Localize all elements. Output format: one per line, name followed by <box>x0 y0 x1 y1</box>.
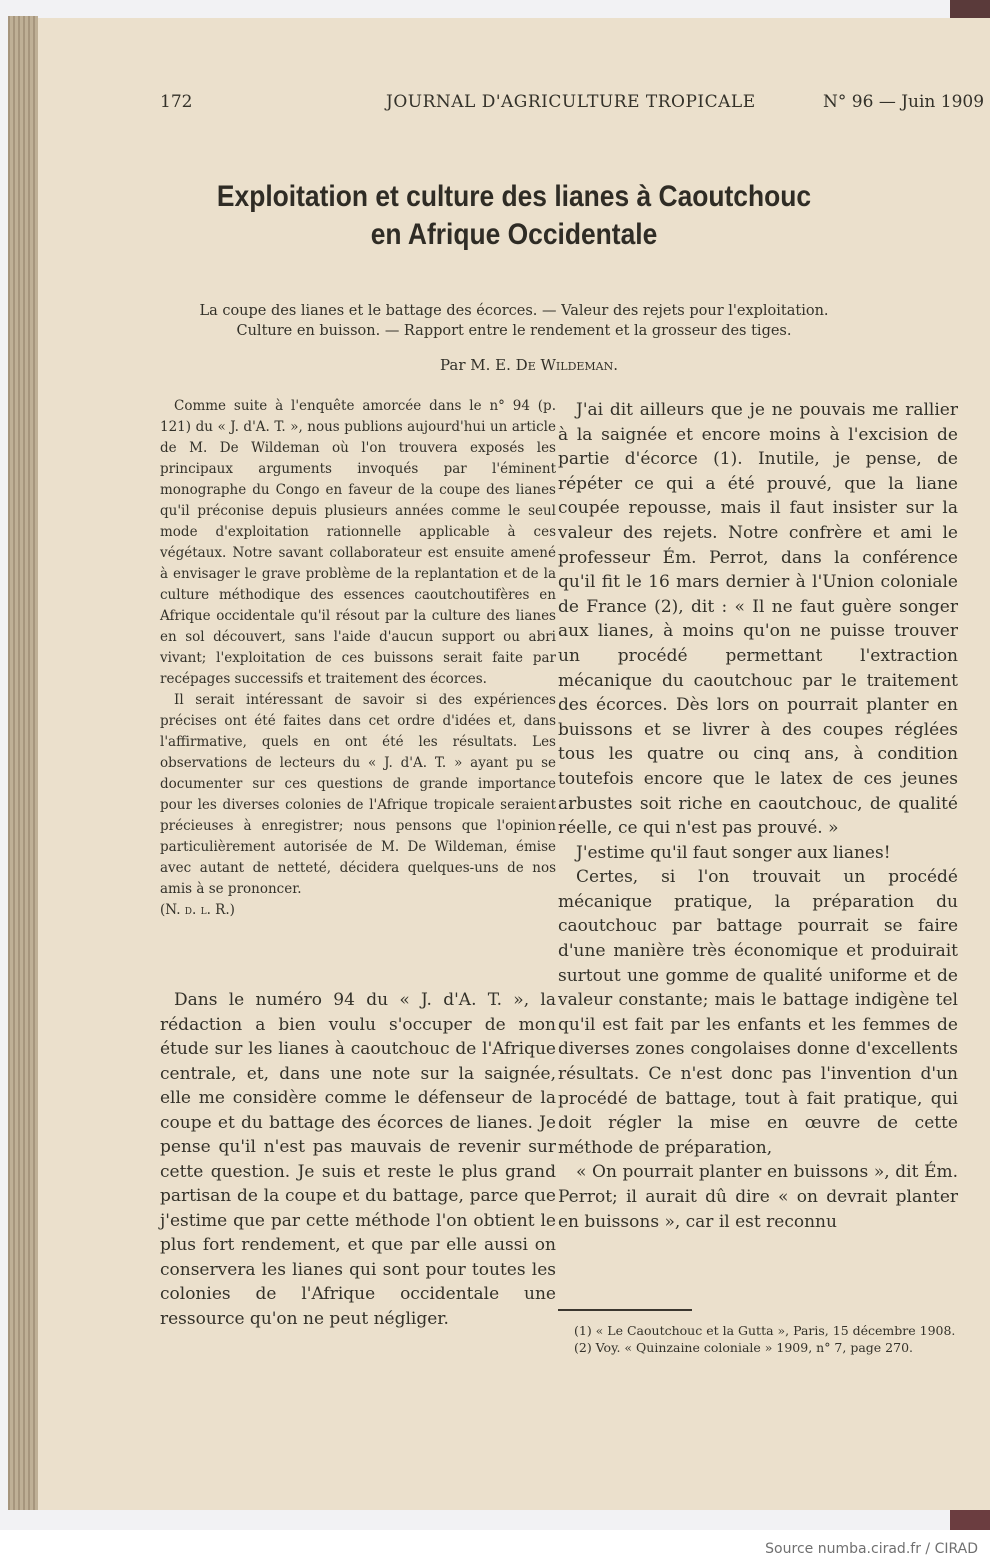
body-left-column <box>160 988 556 1331</box>
article-subtitle <box>38 301 990 341</box>
subtitle-line-1: La coupe des lianes et le battage des écorces. — Valeur des rejets pour l'exploitation. <box>199 303 829 319</box>
title-line-2: en Afrique Occidentale <box>370 218 658 251</box>
byline-prefix: Par M. E. <box>439 356 516 374</box>
journal-page <box>38 18 990 1510</box>
title-line-1: Exploitation et culture des lianes à Caoutchouc <box>216 180 812 213</box>
body-paragraph: Dans le numéro 94 du « J. d'A. T. », la rédaction a bien voulu s'occuper de mon étude sur les lianes à caoutchouc de l'Afrique centrale, et, dans une note sur la saignée, elle me considère comme le défenseur de la coupe et du battage des écorces de lianes. Je pense qu'il n'est pas mauvais de revenir sur cette question. Je suis et reste le plus grand partisan de la coupe et du battage, parce que j'estime que par cette méthode l'on obtient le plus fort rendement, et que par elle aussi on conservera les lianes qui sont pour toutes les colonies de l'Afrique occidentale une ressource qu'on ne peut négliger. <box>160 990 556 1329</box>
byline <box>38 356 990 374</box>
footnote-1: (1) « Le Caoutchouc et la Gutta », Paris, 15 décembre 1908. <box>574 1323 956 1338</box>
subtitle-line-2: Culture en buisson. — Rapport entre le rendement et la grosseur des tiges. <box>236 323 792 339</box>
journal-title: JOURNAL D'AGRICULTURE TROPICALE <box>386 92 756 112</box>
source-credit: Source numba.cirad.fr / CIRAD <box>765 1541 978 1557</box>
body-paragraph: « On pourrait planter en buissons », dit Ém. Perrot; il aurait dû dire « on devrait planter en buissons », car il est reconnu <box>558 1162 958 1232</box>
footnote-divider <box>558 1309 692 1311</box>
issue-date: N° 96 — Juin 1909 <box>823 92 985 112</box>
editor-note-paragraph: Comme suite à l'enquête amorcée dans le n° 94 (p. 121) du « J. d'A. T. », nous publions aujourd'hui un article de M. De Wildeman où l'on trouvera exposés les principaux arguments invoqués par l'éminent monographe du Congo en faveur de la coupe des lianes qu'il préconise depuis plusieurs années comme le seul mode d'exploitation rationnelle applicable à ces végétaux. Notre savant collaborateur est ensuite amené à envisager le grave problème de la replantation et de la culture méthodique des essences caoutchoutifères en Afrique occidentale qu'il résout par la culture des lianes en sol découvert, sans l'aide d'aucun support ou abri vivant; l'exploitation de ces buissons serait faite par recépages successifs et traitement des écorces. <box>160 398 556 687</box>
footnote-2: (2) Voy. « Quinzaine coloniale » 1909, n° 7, page 270. <box>574 1340 913 1355</box>
editor-signature: (N. d. l. R.) <box>160 902 235 918</box>
body-paragraph: J'ai dit ailleurs que je ne pouvais me rallier à la saignée et encore moins à l'excision de partie d'écorce (1). Inutile, je pense, de répéter ce qui a été prouvé, que la liane coupée repousse, mais il faut insister sur la valeur des rejets. Notre confrère et ami le professeur Ém. Perrot, dans la conférence qu'il fit le 16 mars dernier à l'Union coloniale de France (2), dit : « Il ne faut guère songer aux lianes, à moins qu'on ne puisse trouver un procédé permettant l'extraction mécanique du caoutchouc par le traitement des écorces. Dès lors on pourrait planter en buissons et se livrer à des coupes réglées tous les quatre ou cinq ans, à condition toutefois encore que le latex de ces jeunes arbustes soit riche en caoutchouc, de qualité réelle, ce qui n'est pas prouvé. » <box>558 400 958 839</box>
footnotes <box>558 1323 958 1357</box>
byline-author: De Wildeman. <box>515 356 619 374</box>
body-paragraph: Certes, si l'on trouvait un procédé mécanique pratique, la préparation du caoutchouc par battage pourrait se faire d'une manière très économique et produirait surtout une gomme de qualité uniforme et de valeur constante; mais le battage indigène tel qu'il est fait par les enfants et les femmes de diverses zones congolaises donne d'excellents résultats. Ce n'est donc pas l'invention d'un procédé de battage, tout à fait pratique, qui doit régler la mise en œuvre de cette méthode de préparation, <box>558 867 958 1158</box>
page-number: 172 <box>160 92 193 112</box>
body-paragraph: J'estime qu'il faut songer aux lianes! <box>576 842 891 863</box>
body-right-column <box>558 398 958 1234</box>
running-header <box>38 92 990 122</box>
book-spine <box>8 16 38 1510</box>
article-title <box>95 178 933 254</box>
editor-note-paragraph: Il serait intéressant de savoir si des expériences précises ont été faites dans cet ordre d'idées et, dans l'affirmative, quels en ont été les résultats. Les observations de lecteurs du « J. d'A. T. » ayant pu se documenter sur ces questions de grande importance pour les diverses colonies de l'Afrique tropicale seraient précieuses à enregistrer; nous pensons que l'opinion particulièrement autorisée de M. De Wildeman, émise avec autant de netteté, décidera quelques-uns de nos amis à se prononcer. <box>160 692 556 897</box>
editor-note <box>160 396 556 921</box>
